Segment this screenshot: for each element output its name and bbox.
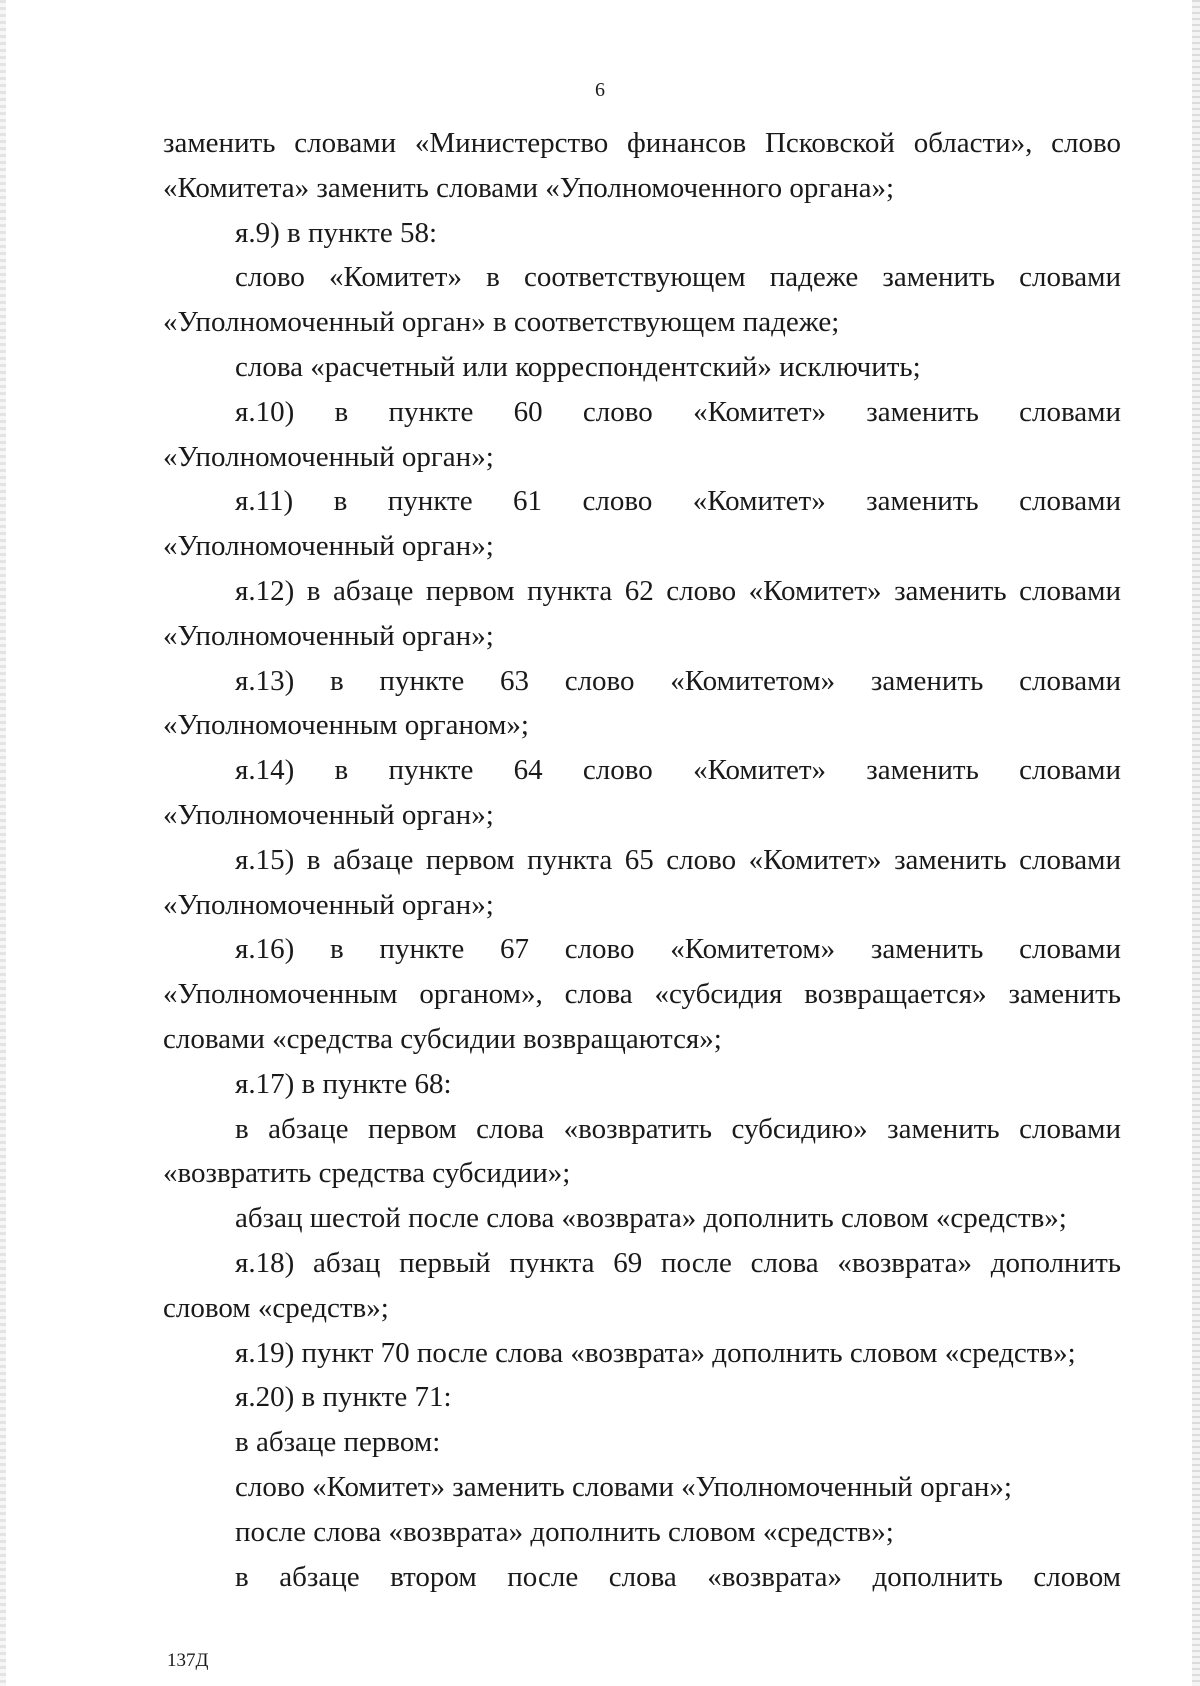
text-line: после слова «возврата» дополнить словом «средств»; [235,1515,894,1548]
text-line: я.16) в пункте 67 слово «Комитетом» заменить словами [235,933,1121,966]
text-line: «Уполномоченным органом»; [163,709,529,742]
text-line: в абзаце втором после слова «возврата» дополнить словом [235,1560,1121,1593]
scan-edge-right [1192,0,1200,1686]
text-line: слова «расчетный или корреспондентский» исключить; [235,350,921,383]
text-line: я.15) в абзаце первом пункта 65 слово «Комитет» заменить словами [235,843,1121,876]
text-line: я.12) в абзаце первом пункта 62 слово «Комитет» заменить словами [235,574,1121,607]
text-line: «Уполномоченный орган»; [163,798,494,831]
text-line: в абзаце первом: [235,1426,441,1459]
text-line: «Комитета» заменить словами «Уполномоченного органа»; [163,171,895,204]
text-line: я.9) в пункте 58: [235,216,438,249]
text-line: «Уполномоченный орган» в соответствующем падеже; [163,306,840,339]
text-line: абзац шестой после слова «возврата» дополнить словом «средств»; [235,1202,1067,1235]
text-line: «возвратить средства субсидии»; [163,1157,571,1190]
text-line: я.20) в пункте 71: [235,1381,452,1414]
text-line: «Уполномоченный орган»; [163,888,494,921]
document-body [163,121,1121,1599]
page-number: 6 [595,79,605,101]
text-line: словами «средства субсидии возвращаются»; [163,1022,722,1055]
text-line: «Уполномоченный орган»; [163,440,494,473]
text-line: «Уполномоченным органом», слова «субсидия возвращается» заменить [163,978,1121,1011]
text-line: слово «Комитет» в соответствующем падеже заменить словами [235,261,1121,294]
scan-edge-left [0,0,6,1686]
text-line: я.11) в пункте 61 слово «Комитет» заменить словами [235,485,1121,518]
text-line: словом «средств»; [163,1291,389,1324]
text-line: я.13) в пункте 63 слово «Комитетом» заменить словами [235,664,1121,697]
text-line: «Уполномоченный орган»; [163,530,494,563]
text-line: «Уполномоченный орган»; [163,619,494,652]
text-line: я.10) в пункте 60 слово «Комитет» заменить словами [235,395,1121,428]
text-line: я.19) пункт 70 после слова «возврата» дополнить словом «средств»; [235,1336,1076,1369]
text-line: в абзаце первом слова «возвратить субсидию» заменить словами [235,1112,1121,1145]
text-line: я.18) абзац первый пункта 69 после слова «возврата» дополнить [235,1246,1121,1279]
footer-code: 137Д [167,1650,209,1671]
text-line: заменить словами «Министерство финансов Псковской области», слово [163,127,1121,159]
text-line: я.14) в пункте 64 слово «Комитет» заменить словами [235,754,1121,787]
text-line: я.17) в пункте 68: [235,1067,452,1100]
text-line: слово «Комитет» заменить словами «Уполномоченный орган»; [235,1470,1012,1503]
